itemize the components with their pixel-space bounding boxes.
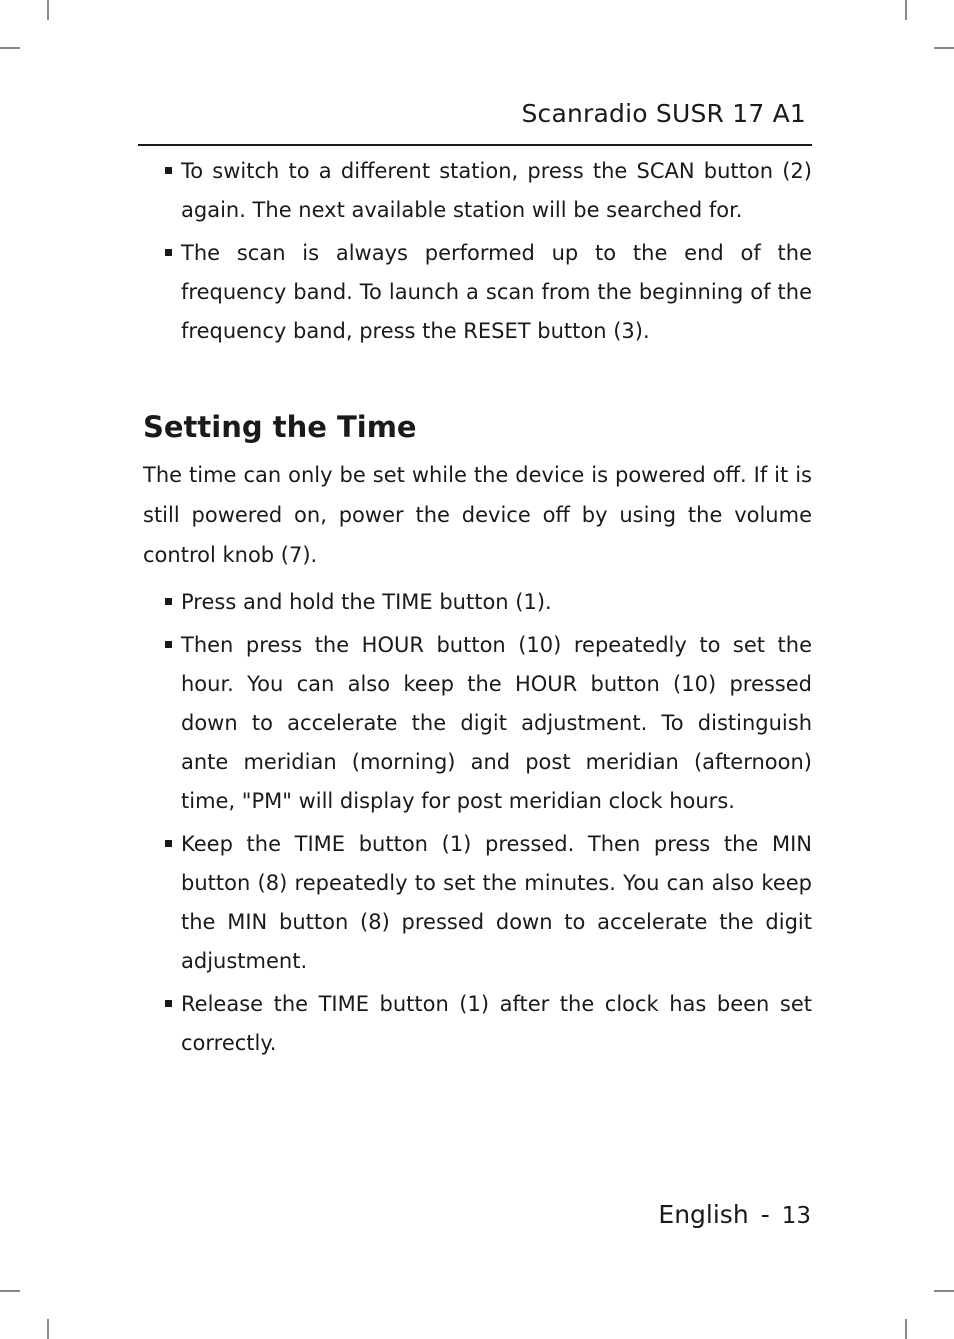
list-item-text: The scan is always performed up to the end of the frequency band. To launch a scan from the beginning of the frequency band, press the RESET button (3).	[181, 241, 812, 343]
footer-separator: -	[760, 1200, 770, 1229]
section-intro: The time can only be set while the device is powered off. If it is still powered on, power the device off by using the volume control knob (7).	[143, 463, 812, 567]
crop-mark-bottom-right-vertical	[905, 1319, 907, 1339]
crop-mark-top-left-vertical	[47, 0, 49, 20]
page-number: 13	[781, 1203, 811, 1229]
crop-mark-bottom-right-horizontal	[934, 1290, 954, 1292]
page-footer	[658, 1200, 811, 1229]
list-item-text: Then press the HOUR button (10) repeatedly to set the hour. You can also keep the HOUR button (10) pressed down to accelerate the digit adjustment. To distinguish ante meridian (morning) and post meridian (afternoon) time, "PM" will display for post meridian clock hours.	[181, 633, 812, 813]
top-bullet-list	[143, 152, 812, 351]
bullet-square-icon	[165, 598, 172, 605]
bullet-square-icon	[165, 249, 172, 256]
list-item	[143, 234, 812, 351]
header-title: Scanradio SUSR 17 A1	[521, 99, 806, 128]
bullet-square-icon	[165, 840, 172, 847]
crop-mark-top-right-horizontal	[934, 47, 954, 49]
list-item-text: To switch to a different station, press the SCAN button (2) again. The next available station will be searched for.	[181, 159, 812, 222]
list-item	[143, 583, 812, 622]
footer-language: English	[658, 1200, 749, 1229]
list-item-text: Keep the TIME button (1) pressed. Then press the MIN button (8) repeatedly to set the minutes. You can also keep the MIN button (8) pressed down to accelerate the digit adjustment.	[181, 832, 812, 973]
list-item	[143, 825, 812, 981]
list-item	[143, 626, 812, 821]
page-content	[143, 152, 812, 1067]
crop-mark-bottom-left-horizontal	[0, 1290, 20, 1292]
section-heading: Setting the Time	[143, 410, 417, 444]
list-item	[143, 152, 812, 230]
list-item-text: Press and hold the TIME button (1).	[181, 590, 552, 614]
bullet-square-icon	[165, 1000, 172, 1007]
bullet-square-icon	[165, 641, 172, 648]
crop-mark-top-left-horizontal	[0, 47, 20, 49]
section-bullet-list	[143, 583, 812, 1063]
crop-mark-bottom-left-vertical	[47, 1319, 49, 1339]
list-item	[143, 985, 812, 1063]
list-item-text: Release the TIME button (1) after the clock has been set correctly.	[181, 992, 812, 1055]
bullet-square-icon	[165, 167, 172, 174]
header-rule	[138, 144, 812, 146]
crop-mark-top-right-vertical	[905, 0, 907, 20]
